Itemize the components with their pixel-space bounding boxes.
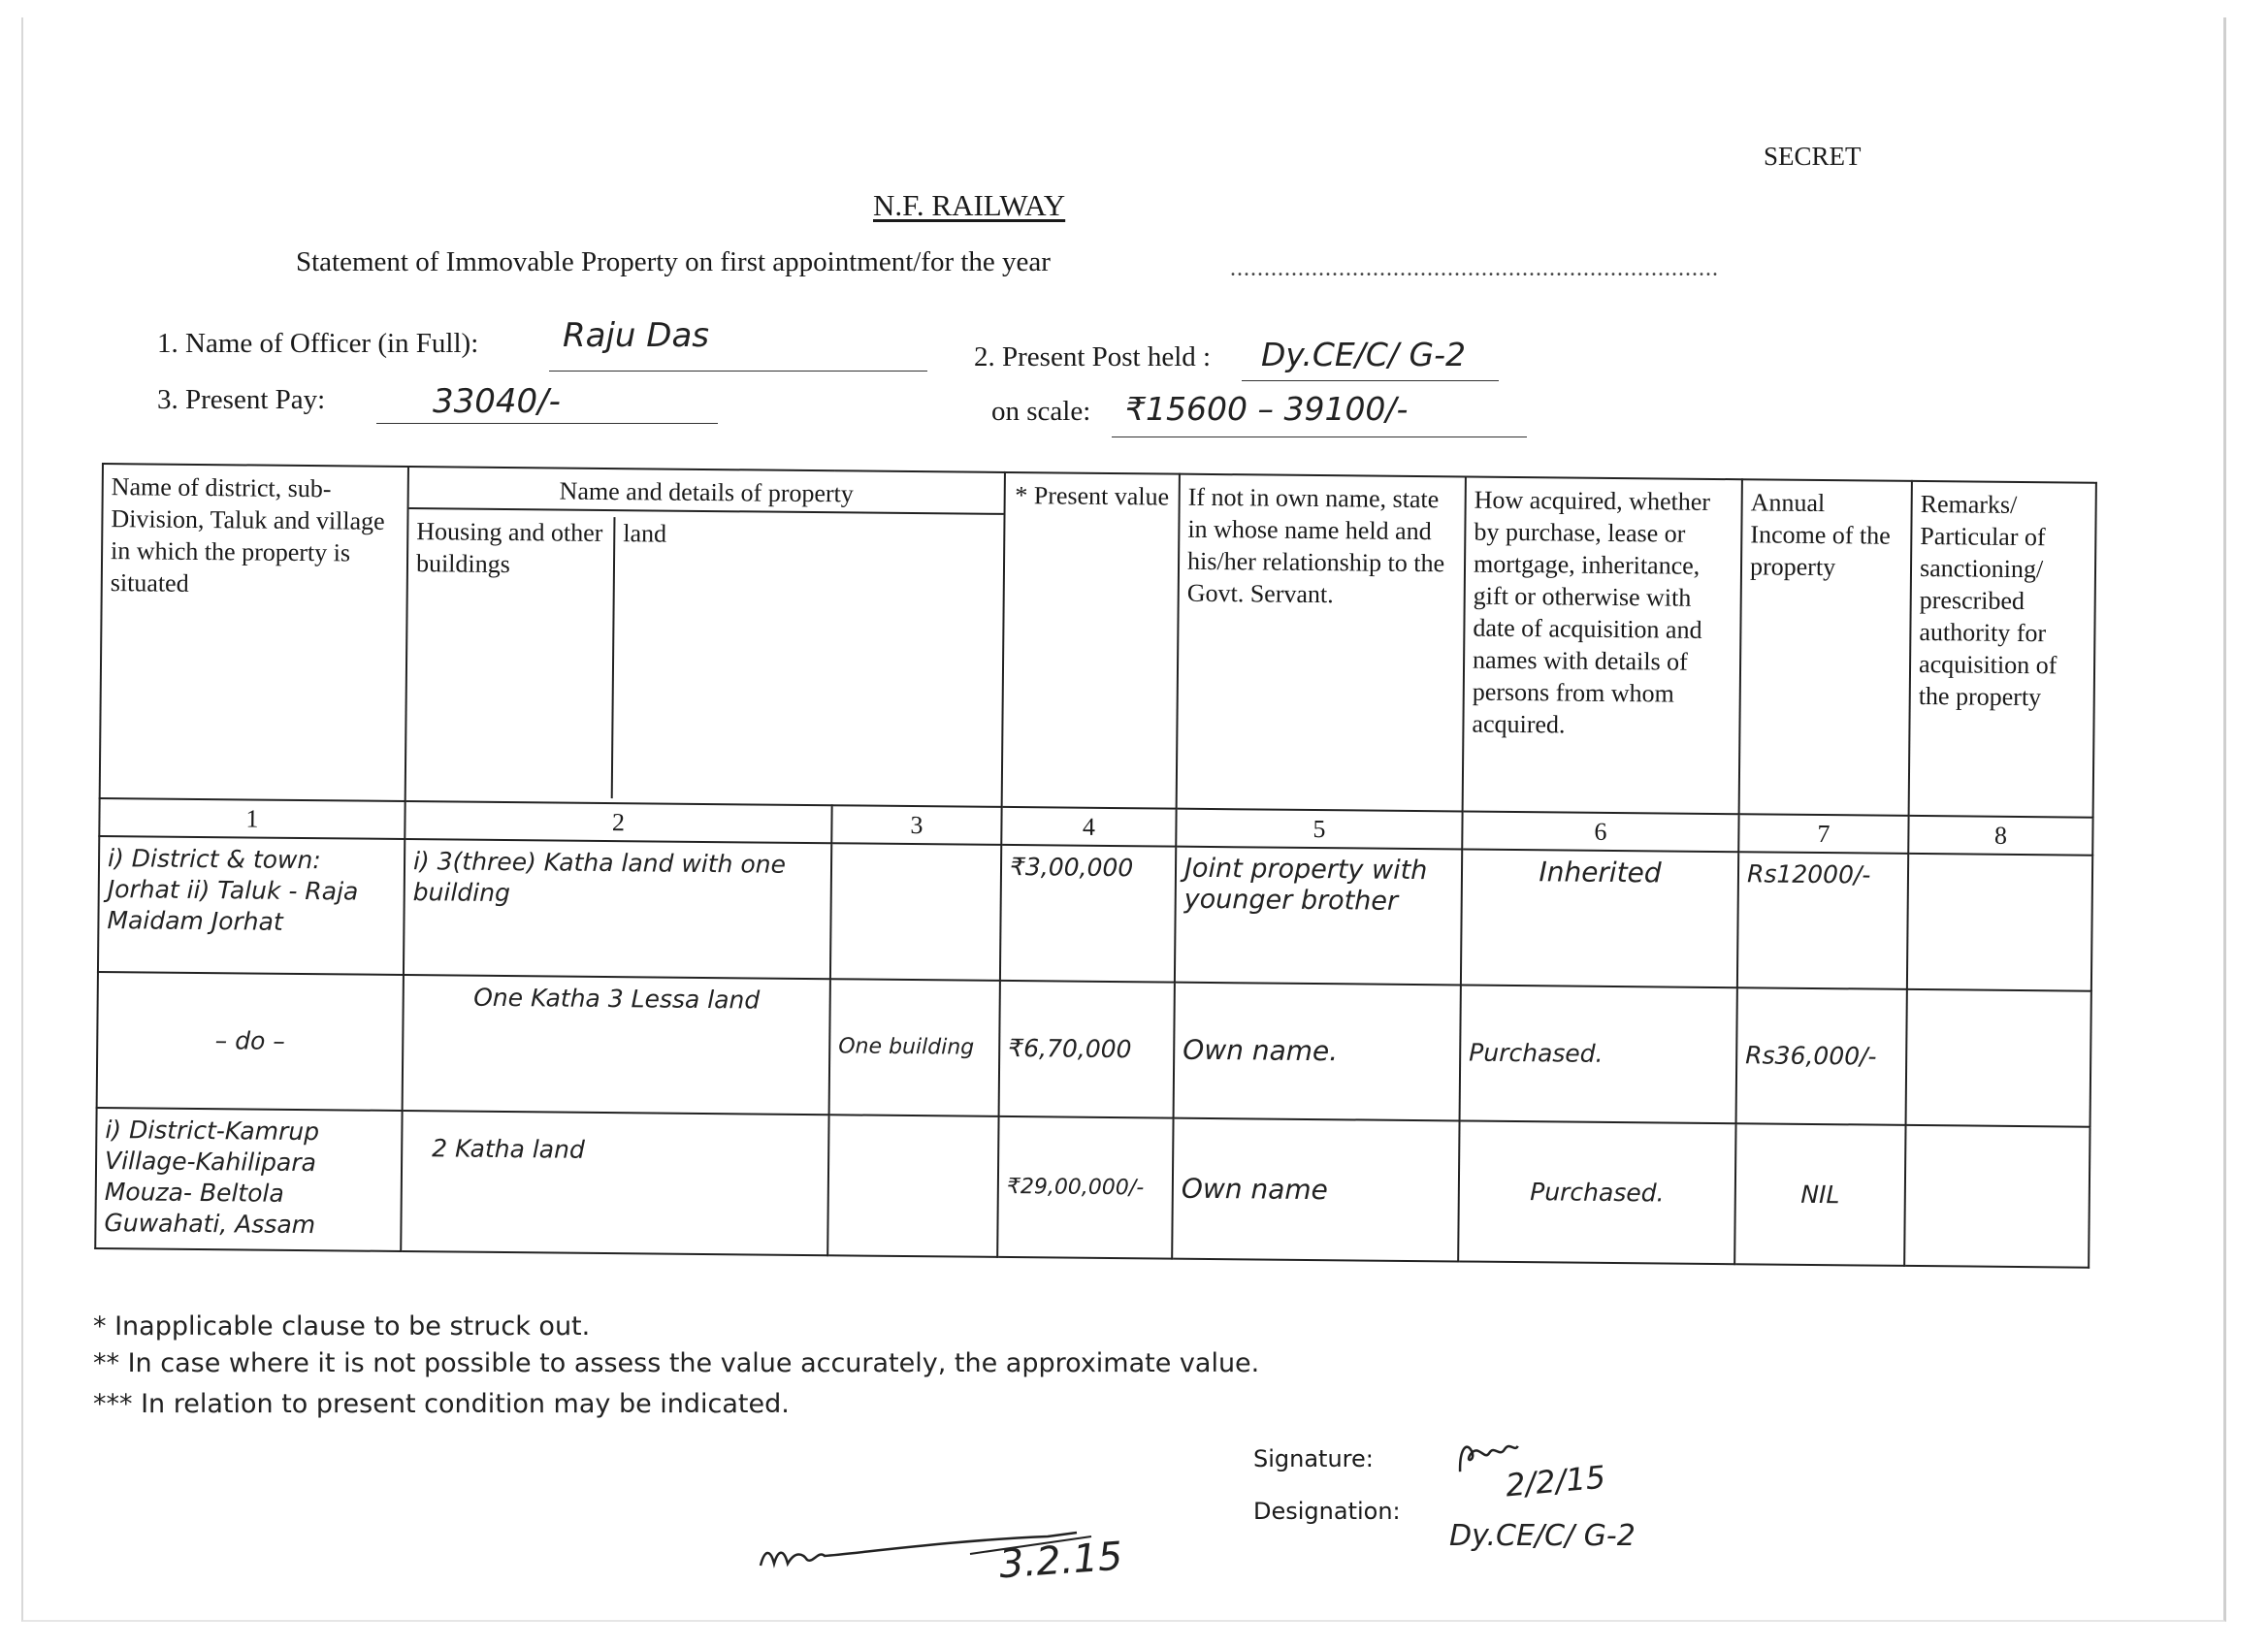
row-value: ₹3,00,000 xyxy=(1000,845,1176,983)
row-whose-name: Joint property with younger brother xyxy=(1175,847,1462,986)
footnote-2: ** In case where it is not possible to assess the value accurately, the approximate value. xyxy=(93,1348,1260,1378)
table-row xyxy=(95,1108,2090,1268)
col-number: 2 xyxy=(405,801,831,843)
scale-underline xyxy=(1112,436,1527,437)
row-remarks xyxy=(1904,1125,2090,1268)
row-whose-name: Own name xyxy=(1172,1118,1459,1262)
row-housing: One Katha 3 Lessa land xyxy=(403,975,830,1115)
designation-label: Designation: xyxy=(1253,1498,1401,1525)
officer-name-value: Raju Das xyxy=(563,316,709,355)
org-title: N.F. RAILWAY xyxy=(873,188,1066,222)
row-remarks xyxy=(1907,854,2092,991)
scale-value: ₹15600 – 39100/- xyxy=(1125,390,1409,428)
row-housing: i) 3(three) Katha land with one building xyxy=(404,839,831,979)
row-value: ₹29,00,000/- xyxy=(997,1116,1173,1259)
pay-value: 33040/- xyxy=(433,382,561,421)
row-location: – do – xyxy=(97,972,404,1111)
col-number: 8 xyxy=(1908,816,2092,856)
header-present-value: * Present value xyxy=(1002,472,1180,809)
row-how-acquired: Inherited xyxy=(1461,849,1738,987)
header-annual-income: Annual Income of the property xyxy=(1739,479,1912,816)
row-income: Rs12000/- xyxy=(1737,852,1908,989)
scale-label: on scale: xyxy=(991,396,1091,427)
pay-underline xyxy=(376,423,718,424)
designation-value: Dy.CE/C/ G-2 xyxy=(1449,1519,1636,1553)
row-income: Rs36,000/- xyxy=(1736,987,1907,1125)
col-number: 3 xyxy=(831,805,1001,845)
header-how-acquired: How acquired, whether by purchase, lease or mortgage, inheritance, gift or otherwise with date of acquisition and names with details of persons from whom acquired. xyxy=(1463,476,1742,814)
property-table xyxy=(94,463,2097,1269)
header-whose-name: If not in own name, state in whose name held and his/her relationship to the Govt. Servant. xyxy=(1177,474,1466,812)
header-land: land xyxy=(623,519,667,548)
row-value: ₹6,70,000 xyxy=(999,981,1175,1118)
footnote-3: *** In relation to present condition may be indicated. xyxy=(93,1389,790,1419)
col-number: 1 xyxy=(99,798,405,839)
officer-name-label: 1. Name of Officer (in Full): xyxy=(157,328,479,359)
signature-label: Signature: xyxy=(1253,1445,1374,1472)
row-location: i) District & town: Jorhat ii) Taluk - Raja Maidam Jorhat xyxy=(98,836,405,975)
header-property-split xyxy=(406,515,1004,802)
row-how-acquired: Purchased. xyxy=(1458,1120,1735,1264)
row-land: One building xyxy=(829,979,1000,1116)
col-number: 7 xyxy=(1738,814,1908,854)
post-underline xyxy=(1242,380,1499,381)
row-location: i) District-Kamrup Village-Kahilipara Mouza- Beltola Guwahati, Assam xyxy=(95,1108,402,1251)
row-whose-name: Own name. xyxy=(1174,983,1461,1121)
year-blank: ........................................................................ xyxy=(1230,256,1719,281)
footnote-1: * Inapplicable clause to be struck out. xyxy=(93,1311,591,1342)
pay-label: 3. Present Pay: xyxy=(157,384,326,415)
table-row xyxy=(98,836,2092,991)
post-label: 2. Present Post held : xyxy=(974,341,1212,372)
statement-title: Statement of Immovable Property on first appointment/for the year xyxy=(296,246,1051,277)
row-income: NIL xyxy=(1734,1123,1905,1266)
header-remarks: Remarks/ Particular of sanctioning/ prescribed authority for acquisition of the property xyxy=(1909,481,2096,818)
col-number: 6 xyxy=(1462,811,1738,852)
table-row xyxy=(97,972,2091,1127)
header-location: Name of district, sub-Division, Taluk and village in which the property is situated xyxy=(100,464,408,801)
officer-name-underline xyxy=(549,371,927,372)
header-housing: Housing and other buildings xyxy=(406,515,616,798)
signature-date: 2/2/15 xyxy=(1504,1458,1607,1504)
col-number: 4 xyxy=(1001,807,1176,847)
col-number: 5 xyxy=(1176,809,1462,850)
post-value: Dy.CE/C/ G-2 xyxy=(1261,336,1467,373)
row-remarks xyxy=(1906,989,2091,1127)
row-land xyxy=(830,843,1001,981)
countersignature-date: 3.2.15 xyxy=(997,1534,1124,1588)
header-property-title: Name and details of property xyxy=(409,468,1004,515)
header-property-group xyxy=(405,467,1005,807)
secret-label: SECRET xyxy=(1764,142,1862,171)
row-housing: 2 Katha land xyxy=(401,1111,828,1255)
row-how-acquired: Purchased. xyxy=(1460,985,1737,1123)
row-land xyxy=(827,1115,998,1257)
header-row xyxy=(100,464,2096,818)
